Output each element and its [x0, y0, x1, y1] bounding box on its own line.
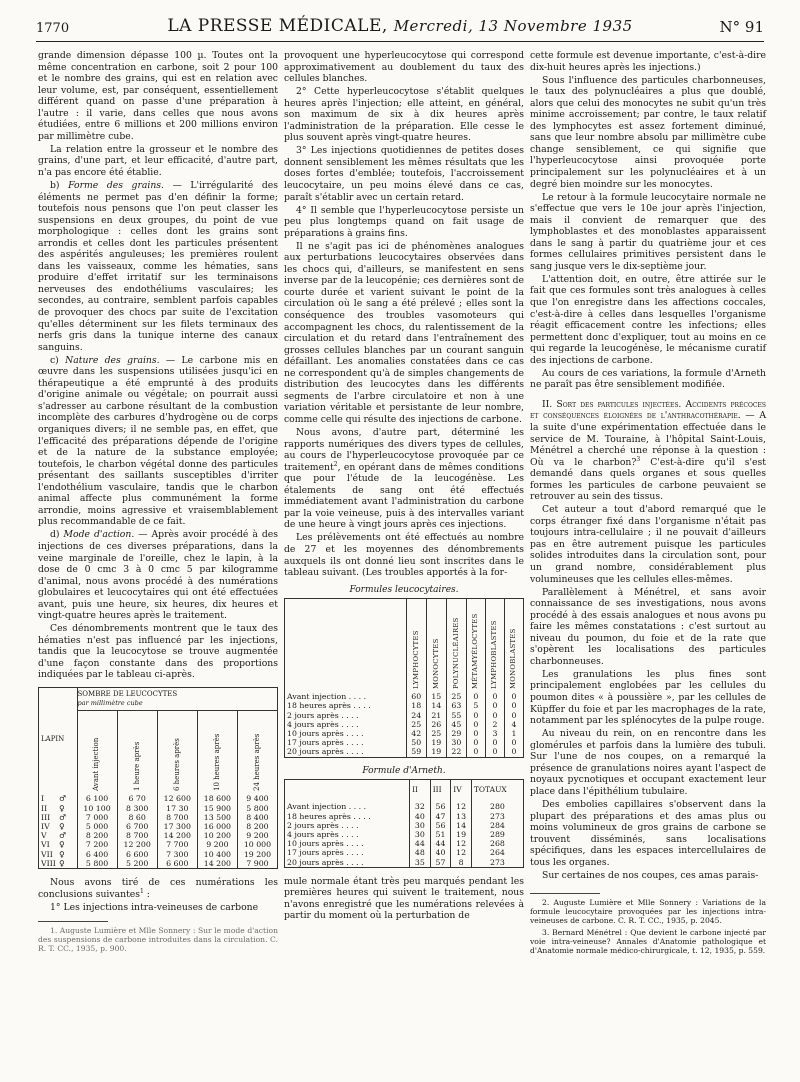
- table-cell: 8 60: [117, 813, 157, 822]
- row-label: Avant injection . . . .: [287, 692, 367, 702]
- row-label: [39, 840, 77, 849]
- table-row: [285, 839, 523, 848]
- footnote-divider: [38, 921, 108, 922]
- text: :: [143, 888, 150, 900]
- table-cell: 55: [446, 711, 466, 720]
- table-cell: 44: [410, 839, 431, 848]
- table-cell: 9 400: [237, 791, 277, 803]
- table-cell: 30: [410, 830, 431, 839]
- table-cell: 19: [451, 830, 472, 839]
- table-cell: 40: [410, 812, 431, 821]
- row-label: [39, 859, 77, 868]
- item-title: Forme des grains.: [68, 180, 164, 192]
- column-header-empty: [285, 780, 410, 799]
- table-cell: 10 000: [237, 840, 277, 849]
- column-header-label: MONOBLASTES: [509, 628, 518, 690]
- table-row: [285, 848, 523, 857]
- journal-name: LA PRESSE MÉDICALE,: [167, 16, 388, 36]
- table-cell: 0: [466, 689, 485, 701]
- table-cell: 13: [451, 812, 472, 821]
- column-header-label: 10 heures après: [212, 734, 221, 792]
- table-cell: 47: [430, 812, 451, 821]
- table-cell: 10 100: [77, 804, 117, 813]
- paragraph: Sur certaines de nos coupes, ces amas parais-: [542, 869, 759, 881]
- column-header-label: MONOCYTES: [431, 638, 440, 690]
- text: C'est-à-dire qu'il s'est demandé dans quels organes et sous quelles formes les particules de carbone peuvaient se retrouver au sein des tissus.: [530, 456, 766, 503]
- table-cell: 0: [466, 720, 485, 729]
- footnote-ref: 1: [140, 887, 144, 895]
- table-cell: 6 600: [157, 859, 197, 868]
- column-header-label: TOTAUX: [473, 785, 507, 795]
- table-cell: 29: [446, 729, 466, 738]
- item-text: — Après avoir procédé à des injections de ces diverses préparations, dans la veine marginale de l'oreille, chez le lapin, à la dose de 0 cmc 3 à 0 cmc 5 par kilogramme d'animal, nous avons procédé à des numérations globulaires et leucocytaires qui ont été effectuées avant, puis une heure, six heures, dix heures et vingt-quatre heures après le traitement.: [38, 529, 278, 622]
- table-cell: 0: [505, 689, 523, 701]
- paragraph: [38, 355, 278, 528]
- table-cell: 25: [446, 689, 466, 701]
- table-cell: 12: [451, 799, 472, 811]
- table-cell: 0: [466, 729, 485, 738]
- table-title: SOMBRE DE LEUCOCYTES: [77, 690, 178, 699]
- paragraph: [284, 427, 524, 531]
- table-cell: 40: [430, 848, 451, 857]
- table-cell: 280: [471, 799, 523, 811]
- rabbit-sex: ♂: [59, 812, 66, 822]
- paragraph: La relation entre la grosseur et le nombre des grains, d'une part, et leur efficacité, d'autre part, n'a pas encore été établie.: [38, 143, 278, 178]
- rabbit-sex: ♀: [59, 849, 65, 859]
- table-cell: 3: [485, 729, 504, 738]
- item-label: b): [50, 180, 69, 192]
- rabbit-id: VI: [41, 840, 50, 850]
- rabbit-id: V: [41, 831, 47, 841]
- table-subtitle: par millimètre cube: [77, 699, 143, 708]
- column-header: [426, 599, 446, 689]
- column-header-label: Avant injection: [92, 738, 101, 792]
- table-cell: 289: [471, 830, 523, 839]
- table-cell: 0: [485, 701, 504, 710]
- table-cell: 35: [410, 858, 431, 867]
- table-cell: 15 900: [197, 804, 237, 813]
- table-cell: 7 700: [157, 840, 197, 849]
- table-cell: 7 000: [77, 813, 117, 822]
- table-cell: 12: [451, 848, 472, 857]
- row-label: 17 jours après . . . .: [287, 848, 364, 858]
- table-cell: 10 400: [197, 850, 237, 859]
- row-label: 17 jours après . . . .: [287, 738, 364, 748]
- table-row: [39, 791, 277, 803]
- column-header-label: LYMPHOBLASTES: [490, 620, 499, 690]
- table-row: [285, 689, 523, 701]
- text: , en opérant dans de mêmes conditions que pour l'étude de la leucogénèse. Les étalements de sang ont été effectués immédiatement avant l'administration du carbone par la voie veineuse, puis à des intervalles variant de une heure à vingt jours après ces injections.: [284, 461, 524, 531]
- column-header-label: IV: [453, 785, 462, 795]
- rabbit-id: VIII: [41, 858, 56, 868]
- paragraph: Au niveau du rein, on en rencontre dans les glomérules et parfois dans la lumière des tubuli. Sur l'une de nos coupes, on a remarqué la présence de granulations noires ayant l'aspect de noyaux pycnotiques et occupant exactement leur place dans l'épithélium tubulaire.: [530, 728, 766, 797]
- footnote: 2. Auguste Lumière et Mlle Sonnery : Variations de la formule leucocytaire provoquées par les injections intra-veineuses de carbone. C. R. T. CC., 1935, p. 2045.: [530, 898, 766, 926]
- table-cell: 48: [410, 848, 431, 857]
- row-label: 18 heures après . . . .: [287, 701, 371, 711]
- column-header-label: II: [412, 785, 419, 795]
- column-header: [237, 711, 277, 792]
- table-cell: 60: [406, 689, 426, 701]
- table-cell: 6 70: [117, 791, 157, 803]
- rabbit-sex: ♀: [59, 822, 65, 832]
- paragraph: Les granulations les plus fines sont principalement englobées par les cellules du poumon dites « à poussière », par les cellules de Küpffer du foie et par les macrophages de la rate, notamment par les splénocytes de la pulpe rouge.: [530, 668, 766, 727]
- rabbit-id: IV: [41, 822, 50, 832]
- rabbit-sex: ♀: [59, 803, 65, 813]
- table-cell: 14 200: [157, 831, 197, 840]
- table-cell: 0: [505, 747, 523, 756]
- table-row: [39, 859, 277, 868]
- table-row: [285, 729, 523, 738]
- paragraph: grande dimension dépasse 100 µ. Toutes ont la même concentration en carbone, soit 2 pour 100 et le nombre des grains, qui est en relation avec leur volume, est, par conséquent, essentiellement différent quand on passe d'une préparation à l'autre : il varie, dans celles que nous avons étudiées, entre 6 millions et 200 millions environ par millimètre cube.: [38, 50, 278, 142]
- table-cell: 6 700: [117, 822, 157, 831]
- text: Nous avons tiré de ces numérations les conclusions suivantes: [38, 877, 278, 900]
- table-body: [285, 799, 523, 866]
- row-label: Avant injection . . . .: [287, 802, 367, 812]
- table-row: [285, 821, 523, 830]
- footnote-ref: 2: [333, 460, 338, 468]
- column-header: [471, 780, 523, 799]
- table-cell: 32: [410, 799, 431, 811]
- paragraph: mule normale étant très peu marqués pendant les premières heures qui suivent le traitement, nous n'avons enregistré que les numérations relevées à partir du moment où la perturbation de: [284, 875, 524, 922]
- table-row: [39, 804, 277, 813]
- row-label: [39, 791, 77, 803]
- paragraph: Cet auteur a tout d'abord remarqué que le corps étranger fixé dans l'organisme n'était pas toujours intra-cellulaire ; il ne pouvait d'ailleurs pas en être autrement puisque les particules solides introduites dans la circulation sont, pour un grand nombre, considérablement plus volumineuses que les cellules elles-mêmes.: [530, 504, 766, 585]
- column-header: [77, 711, 117, 792]
- table-cell: 6 100: [77, 791, 117, 803]
- table-row: [285, 711, 523, 720]
- table-row: [285, 738, 523, 747]
- rabbit-sex: ♂: [59, 794, 66, 804]
- table-row: [285, 720, 523, 729]
- column-header: [446, 599, 466, 689]
- table-cell: 2: [485, 720, 504, 729]
- table-cell: 0: [505, 711, 523, 720]
- arneth-formula-table: [284, 779, 524, 868]
- table-cell: 42: [406, 729, 426, 738]
- table-cell: 4: [505, 720, 523, 729]
- table-cell: 9 200: [237, 831, 277, 840]
- table-cell: 19: [426, 738, 446, 747]
- row-label: [39, 813, 77, 822]
- leucocyte-formula-table: [284, 598, 524, 757]
- column-header: [117, 711, 157, 792]
- table-cell: 5 800: [77, 859, 117, 868]
- row-label: 18 heures après . . . .: [287, 811, 371, 821]
- page-header: [36, 8, 764, 42]
- table-cell: 284: [471, 821, 523, 830]
- column-header-empty: [285, 599, 406, 689]
- table-cell: 1: [505, 729, 523, 738]
- table-cell: 0: [466, 747, 485, 756]
- paragraph: [38, 529, 278, 621]
- paragraph: Ces dénombrements montrent que le taux des hématies n'est pas influencé par les injections, tandis que la leucocytose se trouve augmentée d'une façon constante dans des proportions indiquées par le tableau ci-après.: [38, 623, 278, 681]
- rabbit-sex: ♀: [59, 840, 65, 850]
- table-cell: 25: [406, 720, 426, 729]
- paragraph: cette formule est devenue importante, c'est-à-dire dix-huit heures après les injections.): [530, 50, 766, 73]
- table-cell: 63: [446, 701, 466, 710]
- table-cell: 51: [430, 830, 451, 839]
- row-label: 20 jours après . . . .: [287, 747, 364, 757]
- table-cell: 0: [485, 689, 504, 701]
- table-cell: 44: [430, 839, 451, 848]
- table-cell: 56: [430, 821, 451, 830]
- table-cell: 7 300: [157, 850, 197, 859]
- table-caption: Formule d'Arneth.: [362, 765, 446, 776]
- paragraph: provoquent une hyperleucocytose qui correspond approximativement au doublement du taux des cellules blanches.: [284, 50, 524, 85]
- column-header-label: 24 heures après: [252, 734, 261, 792]
- rabbit-sex: ♂: [59, 831, 66, 841]
- table-row: [39, 813, 277, 822]
- row-label: 20 jours après . . . .: [287, 857, 364, 867]
- text: Nous avons, d'autre part, déterminé les rapports numériques des divers types de cellules, au cours de l'hyperleucocytose provoquée par ce traitement: [284, 427, 524, 473]
- paragraph: 3° Les injections quotidiennes de petites doses donnent sensiblement les mêmes résultats que les doses fortes d'emblée; toutefois, l'accroissement leucocytaire, un peu moins élevé dans ce cas, paraît s'établir avec un certain retard.: [284, 145, 524, 203]
- rabbit-id: I: [41, 794, 45, 804]
- item-text: — Le carbone mis en œuvre dans les suspensions utilisées jusqu'ici en thérapeutique a été emprunté à des produits d'origine animale ou végétale; on pourrait aussi s'adresser au carbone résultant de la combustion incomplète des carbures d'hydrogène ou de corps organiques divers; il ne semble pas, en effet, que l'efficacité des préparations dépende de l'origine et de la nature de la substance employée; toutefois, le charbon végétal donne des particules présentant des saillants susceptibles d'irriter l'endothélium vasculaire, tandis que le charbon animal affecte plus communément la forme arrondie, moins agressive et vraisemblablement plus recommandable de ce fait.: [38, 354, 279, 528]
- table-cell: 19 200: [237, 850, 277, 859]
- column-header: [406, 599, 426, 689]
- table-cell: 0: [505, 738, 523, 747]
- table-cell: 0: [505, 701, 523, 710]
- table-row: [285, 830, 523, 839]
- journal-title: [116, 16, 684, 36]
- table-cell: 8 200: [77, 831, 117, 840]
- table-cell: 22: [446, 747, 466, 756]
- table-cell: 26: [426, 720, 446, 729]
- table-cell: 8 200: [237, 822, 277, 831]
- table-cell: 9 200: [197, 840, 237, 849]
- table-cell: 19: [426, 747, 446, 756]
- table-row: [39, 840, 277, 849]
- table-cell: 12: [451, 839, 472, 848]
- table-cell: 13 500: [197, 813, 237, 822]
- table-cell: 264: [471, 848, 523, 857]
- table-title-cell: [77, 688, 277, 711]
- table-body: [39, 791, 277, 868]
- table-row: [39, 822, 277, 831]
- paragraph: Le retour à la formule leucocytaire normale ne s'effectue que vers le 10e jour après l'injection, mais il convient de remarquer que des lymphoblastes et des monoblastes apparaissent dans le sang à partir du quatrième jour et ces formes cellulaires primitives persistent dans le sang jusque vers le dix-septième jour.: [530, 191, 766, 272]
- table-cell: 8 300: [117, 804, 157, 813]
- table-cell: 18: [406, 701, 426, 710]
- paragraph: 4° Il semble que l'hyperleucocytose persiste un peu plus longtemps quand on fait usage de préparations à grains fins.: [284, 204, 524, 239]
- table-cell: 15: [426, 689, 446, 701]
- table-row: [39, 831, 277, 840]
- table-cell: 8 400: [237, 813, 277, 822]
- table-cell: 0: [466, 738, 485, 747]
- table-cell: 16 000: [197, 822, 237, 831]
- table-cell: 0: [466, 711, 485, 720]
- column-header: [430, 780, 451, 799]
- item-label: d): [50, 529, 64, 541]
- column-header-label: III: [432, 785, 442, 795]
- table-cell: 59: [406, 747, 426, 756]
- table-cell: 45: [446, 720, 466, 729]
- table-cell: 30: [446, 738, 466, 747]
- table-cell: 12 600: [157, 791, 197, 803]
- item-title: Nature des grains.: [65, 354, 160, 366]
- table-cell: 12 200: [117, 840, 157, 849]
- row-label: 2 jours après . . . .: [287, 820, 359, 830]
- column-header-label: MÉTAMYÉLOCYTES: [471, 613, 480, 690]
- text: — A la suite d'une expérimentation effectuée dans le service de M. Touraine, à l'hôpital Saint-Louis, Ménétrel a cherché une réponse à la question : Où va le charbon?: [530, 410, 766, 468]
- table-cell: 8: [451, 858, 472, 867]
- table-cell: 25: [426, 729, 446, 738]
- table-cell: 5 000: [77, 822, 117, 831]
- row-label: 4 jours après . . . .: [287, 829, 359, 839]
- table-cell: 5: [466, 701, 485, 710]
- column-header: [410, 780, 431, 799]
- table-cell: 57: [430, 858, 451, 867]
- paragraph: Au cours de ces variations, la formule d'Arneth ne paraît pas être sensiblement modifiée.: [530, 367, 766, 391]
- table-caption: Formules leucocytaires.: [349, 584, 459, 595]
- table-cell: 21: [426, 711, 446, 720]
- rabbit-sex: ♀: [59, 858, 65, 868]
- column-header-label: 6 heures après: [172, 738, 181, 792]
- table-cell: 6 600: [117, 850, 157, 859]
- column-3: [530, 50, 766, 956]
- paragraph: Des embolies capillaires s'observent dans la plupart des préparations et des amas plus ou moins volumineux de gros grains de carbone se trouvent disséminés, sans localisations spécifiques, dans les espaces intercellulaires de tous les organes.: [530, 798, 766, 868]
- row-label: 4 jours après . . . .: [287, 719, 359, 729]
- row-label: [39, 850, 77, 859]
- table-cell: 8 700: [117, 831, 157, 840]
- table-cell: 273: [471, 812, 523, 821]
- table-row: [285, 858, 523, 867]
- table-cell: 0: [485, 747, 504, 756]
- leucocyte-count-table: [38, 687, 278, 869]
- column-header: [505, 599, 523, 689]
- footnote-divider: [530, 893, 600, 894]
- paragraph: L'attention doit, en outre, être attirée sur le fait que ces formules sont très analogues à celles que l'on enregistre dans les affections coccales, c'est-à-dire à celles dans lesquelles l'organisme réagit efficacement contre les infections; elles permettent donc d'expliquer, tout au moins en ce qui regarde la leucogénèse, le mécanisme curatif des injections de carbone.: [530, 273, 766, 366]
- paragraph: Les prélèvements ont été effectués au nombre de 27 et les moyennes des dénombrements auxquels ils ont donné lieu sont inscrites dans le tableau suivant. (Les troubles apportés à la for-: [284, 532, 524, 579]
- issue-number: N° 91: [719, 18, 764, 36]
- table-cell: 7 200: [77, 840, 117, 849]
- paragraph: [530, 399, 766, 503]
- column-1: [38, 50, 278, 955]
- table-row: [285, 701, 523, 710]
- paragraph: Parallèlement à Ménétrel, et sans avoir connaissance de ses investigations, nous avons procédé à des essais analogues et nous avons pu faire les mêmes constatations : c'est surtout au niveau du poumon, du foie et de la rate que s'opèrent les localisations des particules charbonneuses.: [530, 586, 766, 667]
- column-header: [485, 599, 504, 689]
- table-cell: 10 200: [197, 831, 237, 840]
- table-cell: 17 300: [157, 822, 197, 831]
- table-cell: 56: [430, 799, 451, 811]
- table-cell: 17 30: [157, 804, 197, 813]
- table-cell: 0: [485, 738, 504, 747]
- column-header: [197, 711, 237, 792]
- paragraph: Sous l'influence des particules charbonneuses, le taux des polynucléaires a plus que doublé, alors que celui des monocytes ne subit qu'un très minime accroissement; par contre, le taux relatif des lymphocytes est assez fortement diminué, sans que leur nombre absolu par millimètre cube change sensiblement, ce qui signifie que l'hyperleucocytose ainsi provoquée porte principalement sur les polynucléaires et à un degré bien moindre sur les monocytes.: [530, 74, 766, 190]
- rabbit-id: VII: [41, 849, 53, 859]
- footnote-ref: 3: [636, 455, 641, 463]
- column-header-label: POLYNUCLÉAIRES: [451, 617, 460, 690]
- table-header-row: [285, 599, 523, 689]
- table-cell: 6 400: [77, 850, 117, 859]
- issue-date: Mercredi, 13 Novembre 1935: [393, 17, 633, 35]
- table-cell: 7 900: [237, 859, 277, 868]
- table-cell: 14: [451, 821, 472, 830]
- row-label: 2 jours après . . . .: [287, 710, 359, 720]
- table-cell: 30: [410, 821, 431, 830]
- column-header-label: 1 heure après: [132, 742, 141, 792]
- paragraph: [38, 180, 278, 353]
- table-cell: 18 600: [197, 791, 237, 803]
- column-2: [284, 50, 524, 923]
- row-label: [39, 831, 77, 840]
- table-row: [285, 812, 523, 821]
- paragraph: [38, 877, 278, 900]
- table-cell: 5 800: [237, 804, 277, 813]
- table-header-row: [285, 780, 523, 799]
- row-label: [39, 804, 77, 813]
- column-header-label: LYMPHOCYTES: [411, 630, 420, 690]
- row-label: 10 jours après . . . .: [287, 839, 364, 849]
- table-cell: 14: [426, 701, 446, 710]
- table-cell: 14 200: [197, 859, 237, 868]
- paragraph: 2° Cette hyperleucocytose s'établit quelques heures après l'injection; elle atteint, en général, son maximum de six à dix heures après l'administration de la préparation. Elle cesse le plus souvent après vingt-quatre heures.: [284, 86, 524, 144]
- row-label: [39, 822, 77, 831]
- paragraph: Il ne s'agit pas ici de phénomènes analogues aux perturbations leucocytaires observées dans les chocs qui, d'ailleurs, se manifestent en sens inverse par de la leucopénie; ces dernières sont de courte durée et varient suivant le point de la circulation où le sang a été prélevé ; elles sont la conséquence des troubles vasomoteurs qui accompagnent les chocs, du ralentissement de la circulation et du retard dans l'entraînement des grosses cellules blanches par un courant sanguin défaillant. Les anomalies constatées dans ce cas ne correspondent qu'à de simples changements de distribution des leucocytes dans les différents segments de l'arbre circulatoire et non à une variation véritable et persistante de leur nombre, comme celle qui résulte des injections de carbone.: [284, 240, 524, 425]
- table-cell: 8 700: [157, 813, 197, 822]
- page-number: 1770: [36, 21, 70, 36]
- footnote: 1. Auguste Lumière et Mlle Sonnery : Sur le mode d'action des suspensions de carbone introduites dans la circulation. C. R. T. CC., 1935, p. 900.: [38, 926, 278, 954]
- table-row: [285, 799, 523, 811]
- column-header: [157, 711, 197, 792]
- column-header: [466, 599, 485, 689]
- item-label: c): [50, 354, 66, 366]
- column-header: [451, 780, 472, 799]
- table-cell: 5 200: [117, 859, 157, 868]
- table-cell: 0: [485, 711, 504, 720]
- paragraph: 1° Les injections intra-veineuses de carbone: [50, 901, 259, 913]
- item-text: — L'irrégularité des éléments ne permet pas d'en définir la forme; toutefois nous pensons que l'on peut classer les suspensions en deux groupes, du point de vue morphologique : celles dont les grains sont arrondis et celles dont les particules présentent des aspérités anguleuses; les premières roulent dans les vaisseaux, comme les hématies, sans produire d'effet irritatif sur les terminaisons nerveuses des endothéliums vasculaires; les secondes, au contraire, semblent parfois capables de provoquer des chocs par suite de l'excitation qu'elles déterminent sur les filets terminaux des nerfs gris dans la tunique interne des canaux sanguins.: [38, 180, 278, 353]
- table-row: [39, 850, 277, 859]
- rabbit-id: III: [41, 812, 51, 822]
- section-title: II. Sort des particules injectées. Accidents précoces et conséquences éloignées de l'anthracothérapie.: [530, 398, 766, 422]
- table-cell: 273: [471, 858, 523, 867]
- row-label: 10 jours après . . . .: [287, 728, 364, 738]
- table-cell: 268: [471, 839, 523, 848]
- item-title: Mode d'action.: [63, 529, 135, 541]
- table-cell: 24: [406, 711, 426, 720]
- table-row-header: LAPIN: [41, 735, 65, 744]
- rabbit-id: II: [41, 803, 48, 813]
- table-row: [285, 747, 523, 756]
- table-body: [285, 689, 523, 756]
- table-cell: 50: [406, 738, 426, 747]
- footnote: 3. Bernard Ménétrel : Que devient le carbone injecté par voie intra-veineuse? Annales d'Anatomie pathologique et d'Anatomie normale médico-chirurgicale, t. 12, 1935, p. 559.: [530, 927, 766, 955]
